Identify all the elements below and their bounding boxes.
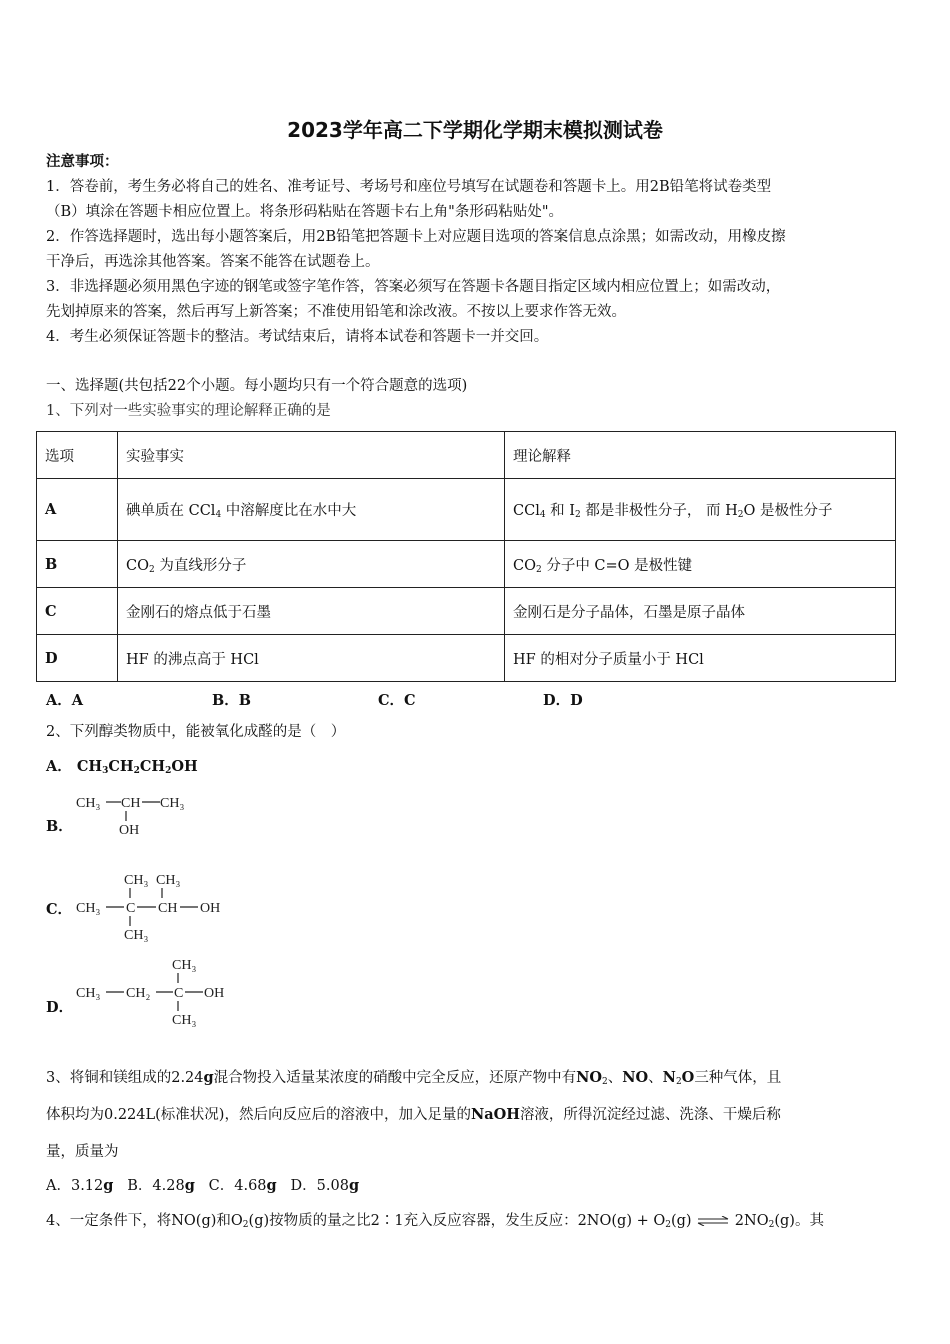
page-title: 2023学年高二下学期化学期末模拟测试卷 [287, 118, 663, 142]
q2-stem: 2、下列醇类物质中，能被氧化成醛的是（ ） [46, 724, 346, 740]
notice-line-1: 1．答卷前，考生务必将自己的姓名、准考证号、考场号和座位号填写在试题卷和答题卡上。用2B铅笔将试卷类型 [46, 179, 772, 195]
row-label: B [37, 541, 118, 588]
atom-ch3: CH₃ [172, 958, 197, 973]
atom-ch: CH [158, 901, 178, 916]
table-row [37, 588, 896, 635]
atom-ch3: CH₃ [124, 928, 149, 943]
header-option: 选项 [37, 432, 118, 479]
table-header-row [37, 432, 896, 479]
row-explanation: $CO_2$ 分子中 C=O 是极性键 [505, 541, 896, 588]
header-fact: 实验事实 [118, 432, 505, 479]
q1-option-a[interactable]: A．A [46, 692, 84, 709]
atom-ch: CH [121, 796, 141, 811]
q1-stem: 1、下列对一些实验事实的理论解释正确的是 [46, 403, 331, 419]
header-explanation: 理论解释 [505, 432, 896, 479]
atom-ch2: CH₂ [126, 986, 151, 1001]
row-fact: HF 的沸点高于 HCl [118, 635, 505, 682]
atom-ch3: CH₃ [124, 873, 149, 888]
q3-options [46, 1176, 359, 1196]
notice-line-6: 先划掉原来的答案，然后再写上新答案；不准使用铅笔和涂改液。不按以上要求作答无效。 [46, 304, 626, 320]
q3-line-3: 量，质量为 [46, 1144, 119, 1160]
atom-c: C [174, 986, 184, 1001]
q2-option-a[interactable]: A． $CH_3CH_2CH_2OH$ [46, 758, 198, 776]
structure-b [76, 790, 196, 840]
q3-option-d[interactable]: D．5.08g [290, 1177, 360, 1194]
atom-oh: OH [119, 823, 140, 838]
q1-option-d[interactable]: D．D [543, 692, 583, 709]
row-explanation: 金刚石是分子晶体，石墨是原子晶体 [505, 588, 896, 635]
notice-line-7: 4．考生必须保证答题卡的整洁。考试结束后，请将本试卷和答题卡一并交回。 [46, 329, 549, 345]
atom-ch3: CH₃ [76, 901, 101, 916]
atom-oh: OH [204, 986, 225, 1001]
section-heading: 一、选择题(共包括22个小题。每小题均只有一个符合题意的选项) [46, 378, 468, 394]
q3-option-a[interactable]: A．3.12g [46, 1177, 114, 1194]
row-label: C [37, 588, 118, 635]
atom-c: C [126, 901, 136, 916]
q1-option-b[interactable]: B．B [212, 692, 252, 709]
q1-table [36, 431, 896, 682]
table-row [37, 635, 896, 682]
row-explanation: HF 的相对分子质量小于 HCl [505, 635, 896, 682]
q2-option-c[interactable]: C． [46, 901, 73, 918]
row-label: A [37, 479, 118, 541]
q3-option-b[interactable]: B．4.28g [127, 1177, 195, 1194]
atom-ch3: CH₃ [76, 986, 101, 1001]
q2-option-b[interactable]: B． [46, 818, 73, 835]
notice-line-3: 2．作答选择题时，选出每小题答案后，用2B铅笔把答题卡上对应题目选项的答案信息点涂黑；如需改动，用橡皮擦 [46, 229, 786, 245]
notice-line-2: （B）填涂在答题卡相应位置上。将条形码粘贴在答题卡右上角"条形码粘贴处"。 [46, 204, 563, 220]
q3-line-2: 体积均为0.224L(标准状况)，然后向反应后的溶液中，加入足量的NaOH溶液，所得沉淀经过滤、洗涤、干燥后称 [46, 1106, 781, 1123]
atom-oh: OH [200, 901, 221, 916]
atom-ch3: CH₃ [160, 796, 185, 811]
notice-line-4: 干净后，再选涂其他答案。答案不能答在试题卷上。 [46, 254, 380, 270]
atom-ch3: CH₃ [156, 873, 181, 888]
row-label: D [37, 635, 118, 682]
row-fact: 金刚石的熔点低于石墨 [118, 588, 505, 635]
equilibrium-arrow-icon [696, 1216, 730, 1226]
row-fact: 碘单质在 CCl$_4$ 中溶解度比在水中大 [118, 479, 505, 541]
notice-heading: 注意事项： [46, 153, 119, 170]
structure-d [76, 953, 246, 1031]
q2-option-d[interactable]: D． [46, 999, 74, 1016]
q3-option-c[interactable]: C．4.68g [208, 1177, 277, 1194]
row-explanation: CCl$_4$ 和 $I_2$ 都是非极性分子， 而 $H_2O$ 是极性分子 [505, 479, 896, 541]
atom-ch3: CH₃ [172, 1013, 197, 1028]
table-row [37, 541, 896, 588]
atom-ch3: CH₃ [76, 796, 101, 811]
row-fact: $CO_2$ 为直线形分子 [118, 541, 505, 588]
table-row [37, 479, 896, 541]
q1-option-c[interactable]: C．C [378, 692, 416, 709]
q3-line-1: 3、将铜和镁组成的2.24g混合物投入适量某浓度的硝酸中完全反应，还原产物中有$NO_2$、NO、$N_2O$三种气体，且 [46, 1069, 782, 1087]
notice-line-5: 3．非选择题必须用黑色字迹的钢笔或签字笔作答，答案必须写在答题卡各题目指定区域内相应位置上；如需改动， [46, 279, 781, 295]
q4-stem: 4、一定条件下，将NO(g)和$O_2(g)$按物质的量之比2∶1充入反应容器，发生反应：$2NO(g) + O_2(g)$ $2NO_2(g)$。其 [46, 1213, 824, 1230]
structure-c [76, 868, 236, 946]
